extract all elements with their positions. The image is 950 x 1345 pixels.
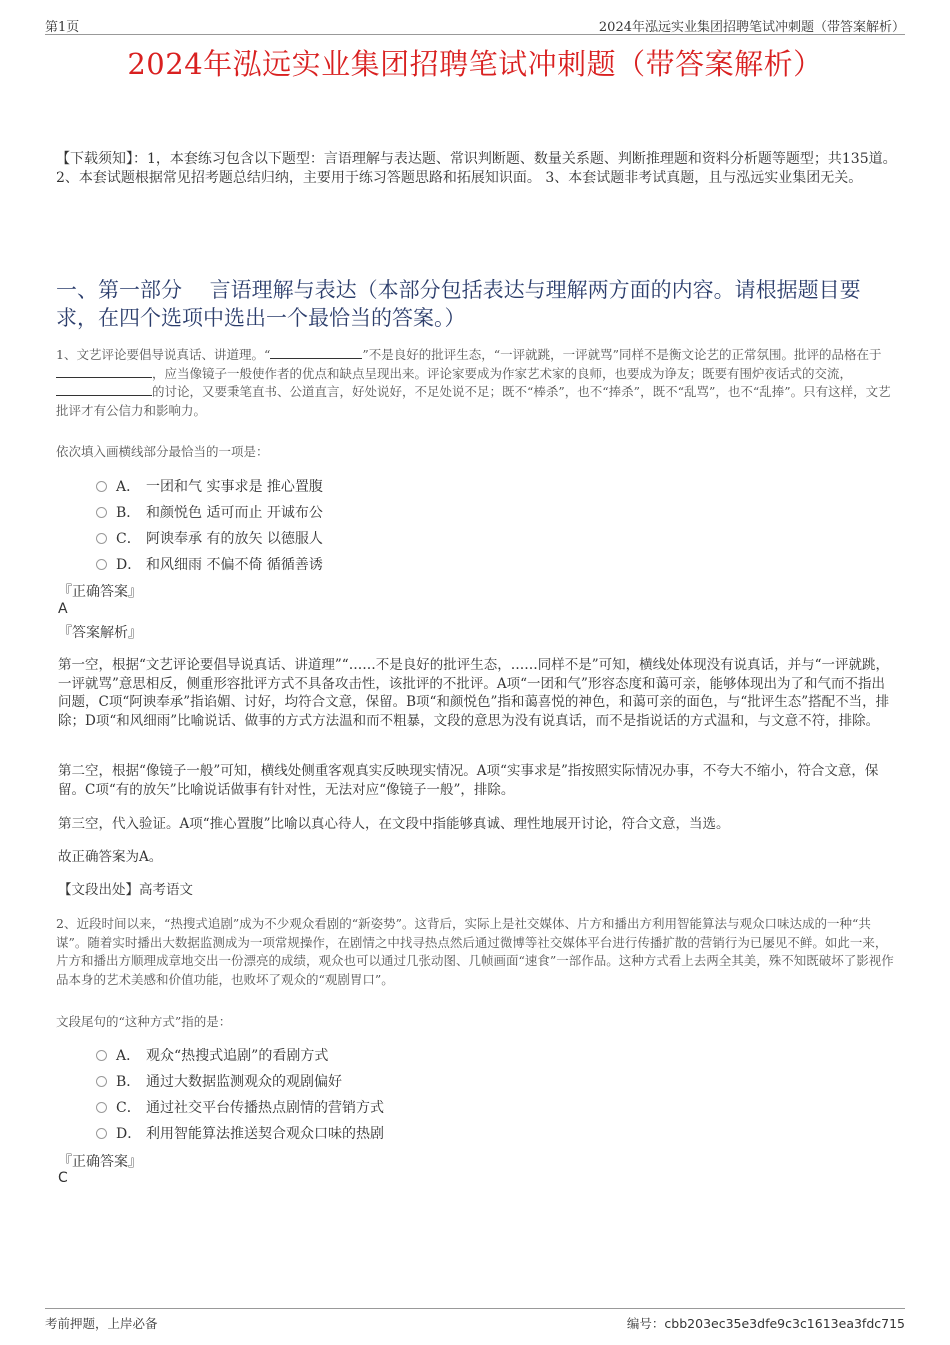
analysis-paragraph-3: 第三空，代入验证。A项“推心置腹”比喻以真心待人，在文段中指能够真诚、理性地展开讨论，符合文意，当选。 — [58, 816, 730, 832]
question-2-answer-label: 『正确答案』 — [58, 1154, 142, 1170]
radio-icon[interactable] — [96, 507, 107, 518]
download-notice: 【下载须知】：1，本套练习包含以下题型：言语理解与表达题、常识判断题、数量关系题、判断推理题和资料分析题等题型；共135道。 2、本套试题根据常见招考题总结归纳，主要用于练习答题思路和拓展知识面。 3、本套试题非考试真题，且与泓远实业集团无关。 — [56, 151, 897, 186]
question-1-option-c[interactable]: C． 阿谀奉承 有的放矢 以德服人 — [96, 528, 323, 550]
page-number: 第1页 — [45, 20, 80, 35]
question-2-stem: 2、近段时间以来，“热搜式追剧”成为不少观众看剧的“新姿势”。这背后，实际上是社交媒体、片方和播出方利用智能算法与观众口味达成的一种“共谋”。随着实时播出大数据监测成为一项常规操作，在剧情之中找寻热点然后通过微博等社交媒体平台进行传播扩散的营销行为已屡见不鲜。如此一来，片方和播出方顺理成章地交出一份漂亮的成绩，观众也可以通过几张动图、几帧画面“速食”一部作品。这种方式看上去两全其美，殊不知既破坏了影视作品本身的艺术美感和价值功能，也败坏了观众的“观剧胃口”。 — [56, 916, 894, 987]
question-2-answer: C — [58, 1170, 68, 1186]
radio-icon[interactable] — [96, 1076, 107, 1087]
fill-blank-1 — [270, 346, 362, 359]
header-doc-title: 2024年泓远实业集团招聘笔试冲刺题（带答案解析） — [598, 20, 905, 35]
footer-slogan: 考前押题，上岸必备 — [45, 1316, 158, 1331]
page-header — [45, 14, 905, 35]
analysis-paragraph-4: 故正确答案为A。 — [58, 849, 163, 865]
footer-code: 编号：cbb203ec35e3dfe9c3c1613ea3fdc715 — [626, 1316, 905, 1331]
radio-icon[interactable] — [96, 1102, 107, 1113]
question-1-prompt: 依次填入画横线部分最恰当的一项是： — [56, 444, 269, 459]
analysis-paragraph-1: 第一空，根据“文艺评论要倡导说真话、讲道理”“……不是良好的批评生态，……同样不是”可知，横线处体现没有说真话，并与“一评就跳，一评就骂”意思相反，侧重形容批评方式不具备攻击性，该批评的不批评。A项“一团和气”形容态度和蔼可亲，能够体现出为了和气而不指出问题，C项“阿谀奉承”指谄媚、讨好，均符合文意，保留。B项“和颜悦色”指和蔼喜悦的神色，和蔼可亲的面色，与“批评生态”搭配不当，排除；D项“和风细雨”比喻说话、做事的方式方法温和而不粗暴，文段的意思为没有说真话，而不是指说话的方式温和，与文意不符，排除。 — [58, 657, 890, 729]
question-1-analysis-label: 『答案解析』 — [58, 625, 142, 641]
radio-icon[interactable] — [96, 1050, 107, 1061]
question-1-stem: 1、文艺评论要倡导说真话、讲道理。“ ”不是良好的批评生态，“一评就跳，一评就骂”同样不是衡文论艺的正常氛围。批评的品格在于，应当像镜子一般使作者的优点和缺点呈现出来。评论家要成为作家艺术家的良师，也要成为诤友；既要有围炉夜话式的交流，的讨论，又要秉笔直书、公道直言，好处说好，不足处说不足；既不“棒杀”，也不“捧杀”，既不“乱骂”，也不“乱捧”。只有这样，文艺批评才有公信力和影响力。 — [56, 347, 891, 418]
analysis-paragraph-2: 第二空，根据“像镜子一般”可知，横线处侧重客观真实反映现实情况。A项“实事求是”指按照实际情况办事，不夸大不缩小，符合文意，保留。C项“有的放矢”比喻说话做事有针对性，无法对应“像镜子一般”，排除。 — [58, 763, 879, 798]
question-2-prompt: 文段尾句的“这种方式”指的是： — [56, 1014, 232, 1029]
question-1-answer-label: 『正确答案』 — [58, 584, 142, 600]
radio-icon[interactable] — [96, 481, 107, 492]
section-heading: 一、第一部分 言语理解与表达（本部分包括表达与理解两方面的内容。请根据题目要求，在四个选项中选出一个最恰当的答案。） — [56, 278, 861, 330]
question-2-option-d[interactable]: D． 利用智能算法推送契合观众口味的热剧 — [96, 1123, 384, 1145]
question-2-option-a[interactable]: A． 观众“热搜式追剧”的看剧方式 — [96, 1045, 328, 1067]
radio-icon[interactable] — [96, 559, 107, 570]
question-1-source: 【文段出处】高考语文 — [58, 882, 193, 898]
fill-blank-2 — [56, 365, 152, 378]
question-2-option-b[interactable]: B． 通过大数据监测观众的观剧偏好 — [96, 1071, 342, 1093]
question-1-option-b[interactable]: B． 和颜悦色 适可而止 开诚布公 — [96, 502, 323, 524]
radio-icon[interactable] — [96, 533, 107, 544]
question-1-option-a[interactable]: A． 一团和气 实事求是 推心置腹 — [96, 476, 323, 498]
fill-blank-3 — [56, 383, 152, 396]
question-2-option-c[interactable]: C． 通过社交平台传播热点剧情的营销方式 — [96, 1097, 384, 1119]
question-1-option-d[interactable]: D． 和风细雨 不偏不倚 循循善诱 — [96, 554, 323, 576]
document-title: 2024年泓远实业集团招聘笔试冲刺题（带答案解析） — [127, 47, 823, 81]
question-1-answer: A — [58, 601, 68, 617]
radio-icon[interactable] — [96, 1128, 107, 1139]
page-footer — [45, 1308, 905, 1334]
